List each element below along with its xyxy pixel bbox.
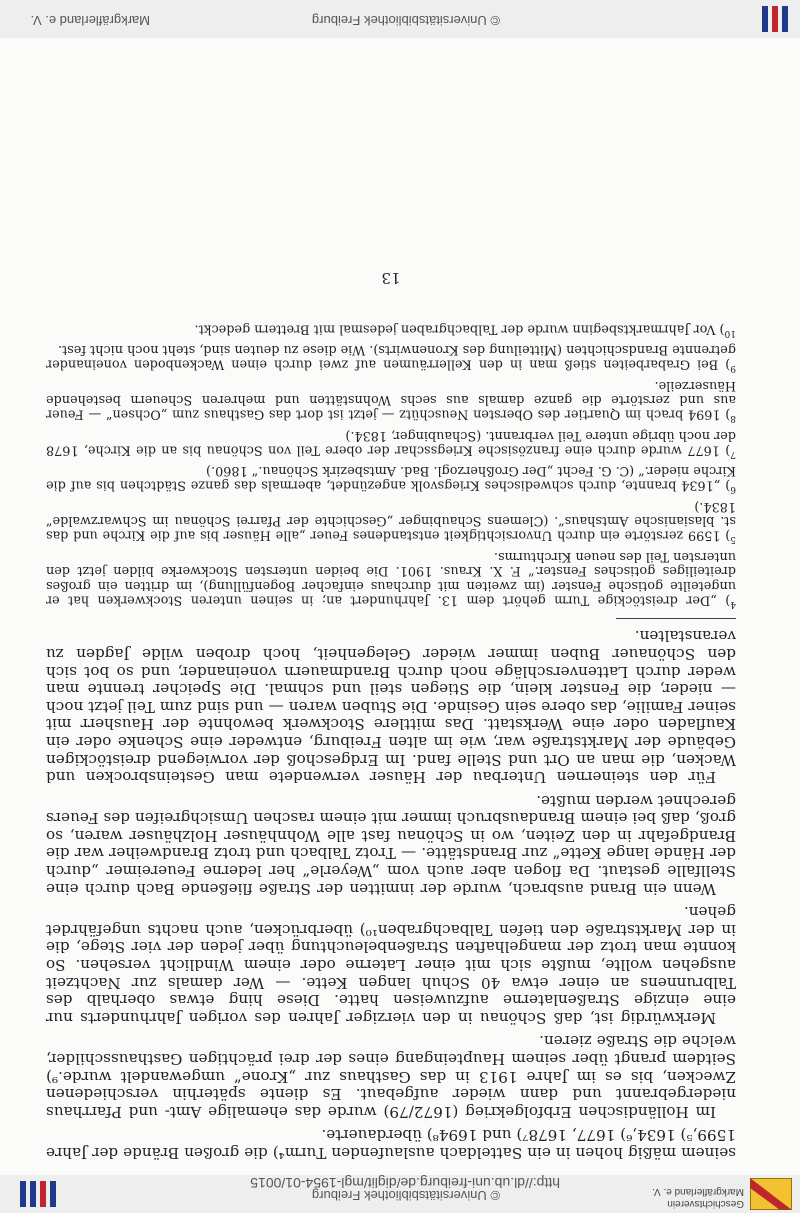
- paragraph-3: Merkwürdig ist, daß Schönau in den vierziger Jahren des vorigen Jahrhunderts nur eine einzige Straßenlaterne aufzuweisen hatte. Diese hing etwas oberhalb des Talbrunnens an einer etwa 40 Schuh langen Kette. — Wer damals zur Nachtzeit ausgehen wollte, mußte sich mit einer Laterne oder einem Windlicht versehen. So konnte man trotz der mangelhaften Straßenbeleuchtung über jeden der vier Stege, die in der Marktstraße den tiefen Talbachgraben¹⁰) überbrücken, auch nachts ungefährdet gehen.: [46, 903, 736, 1027]
- footer-society-name: Markgräflerland e. V.: [30, 13, 150, 28]
- footnote-5: $^5$) 1599 zerstörte ein durch Unvorsichtigkeit entstandenes Feuer „alle Häuser bis auf die Kirche und das st. blasianische Amtshaus“. (Clemens Schaubinger „Geschichte der Pfarrei Schönau im Schwarzwalde“ 1834.): [46, 498, 736, 545]
- society-crest-icon: [750, 1178, 792, 1210]
- footnote-marker: 7: [730, 448, 736, 459]
- footnote-6: $^6$) „1634 brannte, durch schwedisches Kriegsvolk angezündet, abermals das ganze Städtchen bis auf die Kirche nieder.“ (C. G. Fecht „Der Großherzogl. Bad. Amtsbezirk Schönau.“ 1860.): [46, 463, 736, 495]
- footnote-text: 1599 zerstörte ein durch Unvorsichtigkeit entstandenes Feuer „alle Häuser bis auf die Kirche und das st. blasianische Amtshaus“. (Clemens Schaubinger „Geschichte der Pfarrei Schönau im Schwarzwalde“ 1834.): [46, 498, 736, 543]
- library-logo-icon: [16, 1181, 60, 1207]
- footnote-9: $^9$) Bei Grabarbeiten stieß man in den Kellerräumen auf zwei durch einen Wackenboden voneinander getrennte Brandschichten (Mitteilung des Kronenwirts). Wie diese zu deuten sind, steht noch nicht fest.: [45, 342, 736, 374]
- footnote-marker: 10: [724, 327, 736, 338]
- library-credit: © Universitätsbibliothek Freiburg: [311, 1188, 500, 1203]
- society-name-line1: Geschichtsverein: [667, 1198, 744, 1209]
- footnote-4: $^4$) „Der dreistöckige Turm gehört dem 13. Jahrhundert an; in seinen unteren Stockwerken hat er ungeteilte gotische Fenster (im zweiten mit durchaus einfacher Bogenfüllung), im dritten ein großes dreiteiliges gotisches Fenster.“ F. X. Kraus. 1901. Die beiden untersten Stockwerke bilden jetzt den untersten Teil des neuen Kirchturms.: [45, 548, 736, 609]
- footnote-text: 1677 wurde durch eine französische Kriegsschar der obere Teil von Schönau bis an die Kirche, 1678 der noch übrige untere Teil verbrannt. (Schaubinger, 1834.): [46, 427, 736, 458]
- header-band: [0, 1175, 800, 1213]
- paragraph-5: Für den steinernen Unterbau der Häuser verwendete man Gesteinsbrocken und Wacken, die man an Ort und Stelle fand. Im Erdgeschoß der vorwiegend dreistöckigen Gebäude der Marktstraße war, wie im alten Freiburg, entweder eine Schenke oder ein Kaufladen oder eine Werkstatt. Das mittlere Stockwerk bewohnte der Hausherr mit seiner Familie, das obere sein Gesinde. Die Stuben waren — und sind zum Teil jetzt noch — nieder, die Fenster klein, die Stiegen steil und schmal. Die Speicher trennte man weder durch Lattenverschläge noch durch Brandmauern voneinander, und so bot sich den Schönauer Buben immer wieder Gelegenheit, hoch droben wilde Jagden zu veranstalten.: [46, 627, 736, 787]
- paragraph-2: Im Holländischen Erbfolgekrieg (1672/79) wurde das ehemalige Amt- und Pfarrhaus niedergebrannt und dann wieder aufgebaut. Es diente späterhin verschiedenen Zwecken, bis es im Jahre 1913 in das Gasthaus zur „Krone“ umgewandelt wurde.⁹) Seitdem prangt über seinem Haupteingang eines der drei prächtigen Gasthausschilder, welche die Straße zieren.: [46, 1032, 736, 1121]
- paragraph-4: Wenn ein Brand ausbrach, wurde der inmitten der Straße fließende Bach durch eine Stellfalle gestaut. Da flogen aber auch vom „Weyerle“ her lederne Feuereimer „durch der Hände lange Kette“ zur Brandstätte. — Trotz Talbach und trotz Brandweiher war die Brandgefahr in den Zeiten, wo in Schönau fast alle Wohnhäuser Holzhäuser waren, so groß, daß bei einem Brandausbruch immer mit einem raschen Umsichgreifen des Feuers gerechnet werden mußte.: [46, 791, 736, 898]
- footer-library-credit: © Universitätsbibliothek Freiburg: [311, 13, 500, 28]
- footnote-10: $^{10}$) Vor Jahrmarktsbeginn wurde der Talbachgraben jedesmal mit Brettern gedeckt.: [194, 321, 736, 338]
- footer-band: [0, 0, 800, 38]
- page-number: 13: [381, 268, 401, 287]
- footnote-text: „1634 brannte, durch schwedisches Kriegsvolk angezündet, abermals das ganze Städtchen bis auf die Kirche nieder.“ (C. G. Fecht „Der Großherzogl. Bad. Amtsbezirk Schönau.“ 1860.): [46, 463, 736, 493]
- footnote-marker: 5: [730, 534, 736, 545]
- document-url[interactable]: http://dl.ub.uni-freiburg.de/diglit/mgl-1954-01/0015: [250, 1175, 560, 1191]
- page-content: [46, 269, 736, 1161]
- footnote-8: $^8$) 1694 brach im Quartier des Obersten Neuschütz — jetzt ist dort das Gasthaus zum „Ochsen“ — Feuer aus und zerstörte die ganze damals aus sechs Wohnstätten und mehreren Scheuern bestehende Häuserzeile.: [45, 377, 736, 424]
- footnote-7: $^7$) 1677 wurde durch eine französische Kriegsschar der obere Teil von Schönau bis an die Kirche, 1678 der noch übrige untere Teil verbrannt. (Schaubinger, 1834.): [46, 427, 736, 459]
- footnote-text: Vor Jahrmarktsbeginn wurde der Talbachgraben jedesmal mit Brettern gedeckt.: [194, 321, 716, 337]
- library-logo-small-icon: [748, 6, 792, 32]
- footnote-marker: 6: [730, 484, 736, 495]
- footnote-text: Bei Grabarbeiten stieß man in den Kellerräumen auf zwei durch einen Wackenboden voneinander getrennte Brandschichten (Mitteilung des Kronenwirts). Wie diese zu deuten sind, steht noch nicht fest.: [45, 342, 736, 372]
- footnote-divider: [616, 618, 736, 619]
- footnote-marker: 8: [730, 413, 736, 424]
- footnote-text: 1694 brach im Quartier des Obersten Neuschütz — jetzt ist dort das Gasthaus zum „Ochsen“ — Feuer aus und zerstörte die ganze damals aus sechs Wohnstätten und mehreren Scheuern bestehende Häuserzeile.: [45, 377, 736, 422]
- footnote-text: „Der dreistöckige Turm gehört dem 13. Jahrhundert an; in seinen unteren Stockwerken hat er ungeteilte gotische Fenster (im zweiten mit durchaus einfacher Bogenfüllung), im dritten ein großes dreiteiliges gotisches Fenster.“ F. X. Kraus. 1901. Die beiden untersten Stockwerke bilden jetzt den untersten Teil des neuen Kirchturms.: [45, 548, 736, 608]
- society-name: [652, 1185, 744, 1209]
- society-name-line2: Markgräflerland e. V.: [652, 1186, 744, 1197]
- footnote-marker: 4: [730, 598, 736, 609]
- footnote-marker: 9: [730, 363, 736, 374]
- paragraph-1: seinem mäßig hohen in ein Satteldach auslaufenden Turm⁴) die großen Brände der Jahre 1599,⁵) 1634,⁶) 1677, 1678⁷) und 1694⁸) überdauerte.: [46, 1126, 736, 1162]
